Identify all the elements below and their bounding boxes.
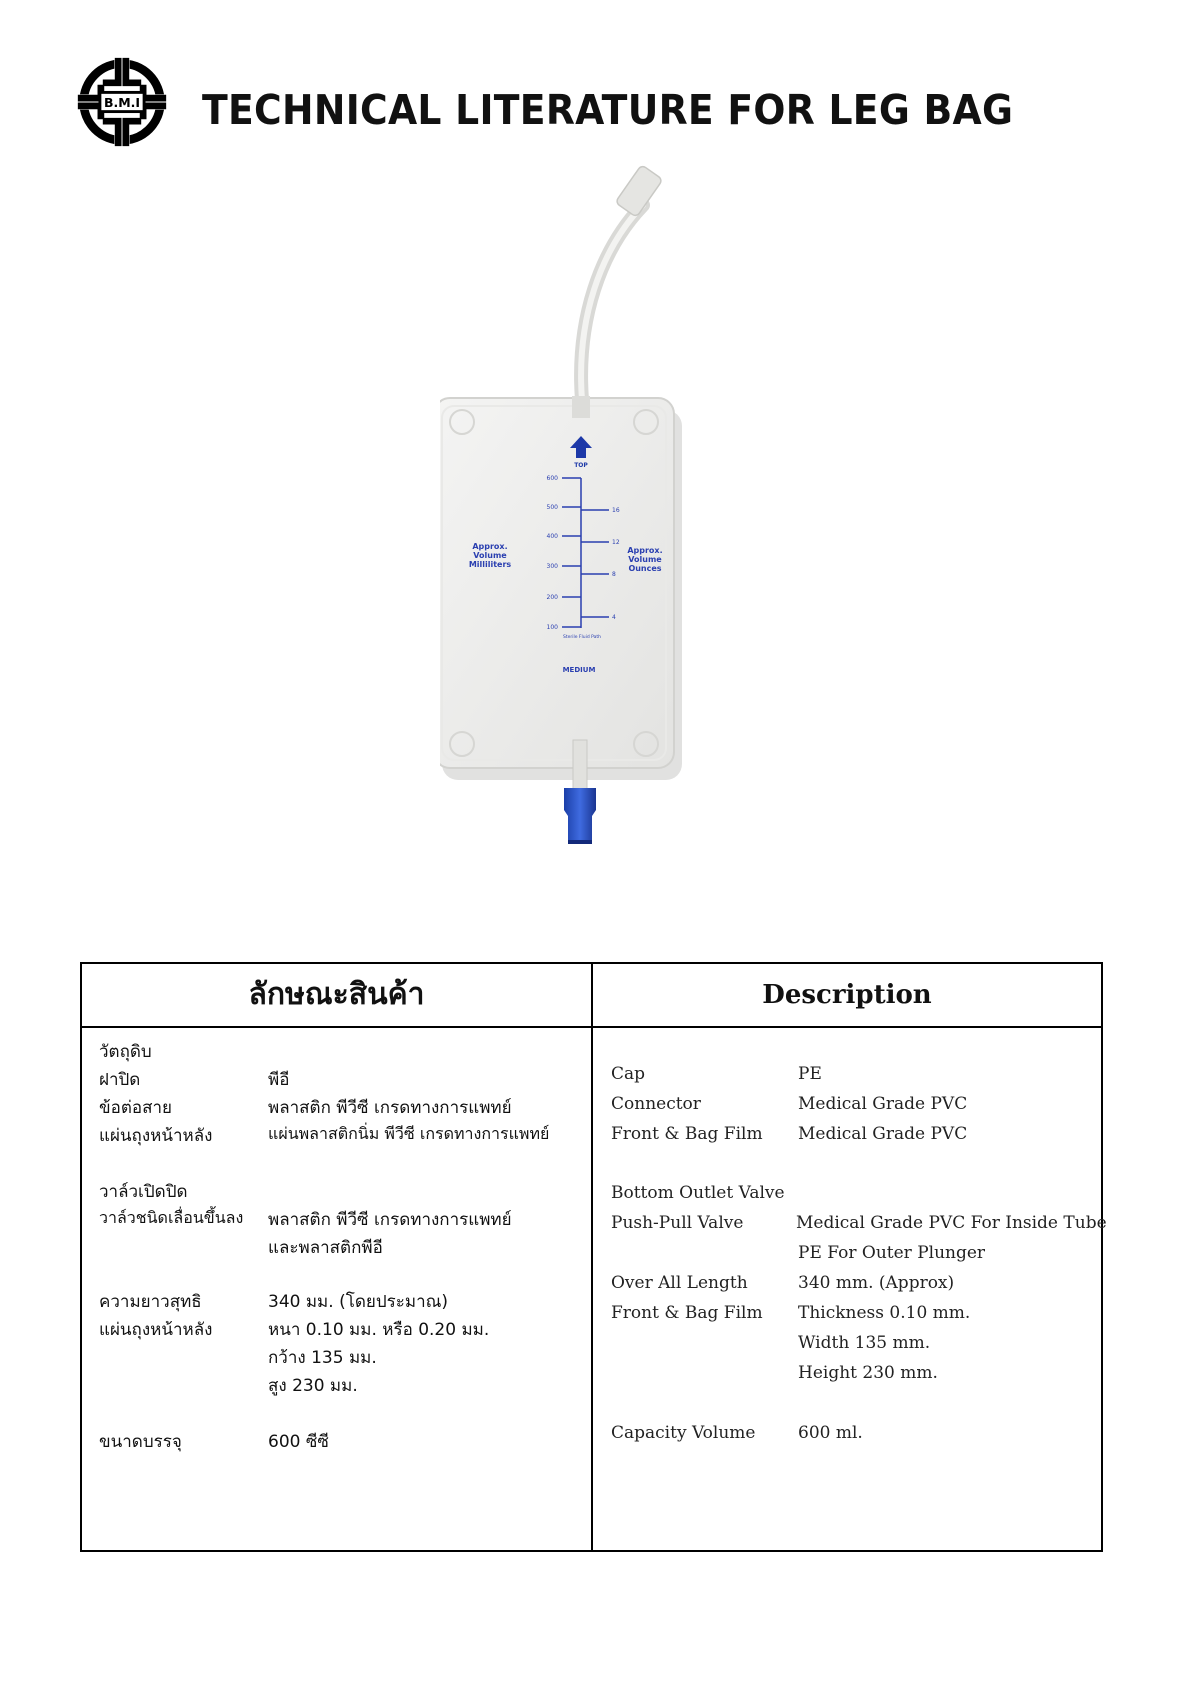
eng-film-value: Medical Grade PVC (798, 1124, 968, 1144)
thai-width-value: กว้าง 135 มม. (268, 1348, 377, 1368)
thai-length-label: ความยาวสุทธิ (99, 1292, 202, 1312)
eng-length-value: 340 mm. (Approx) (798, 1273, 955, 1293)
svg-text:16: 16 (612, 507, 620, 514)
thai-cap-value: พีอี (268, 1070, 290, 1090)
eng-length-label: Over All Length (611, 1273, 748, 1293)
svg-text:Approx.: Approx. (627, 546, 663, 555)
eng-connector-label: Connector (611, 1094, 701, 1114)
english-heading: Description (762, 980, 932, 1010)
thai-height-value: สูง 230 มม. (268, 1376, 358, 1396)
thai-valve-section: วาล์วเปิดปิด (99, 1182, 188, 1202)
thai-material-label: วัตถุดิบ (99, 1042, 152, 1062)
leg-bag-image (440, 160, 740, 860)
page-title: TECHNICAL LITERATURE FOR LEG BAG (202, 86, 1014, 134)
svg-text:Volume: Volume (473, 551, 507, 560)
thai-film-label: แผ่นถุงหน้าหลัง (99, 1126, 213, 1146)
thai-film2-label: แผ่นถุงหน้าหลัง (99, 1320, 213, 1340)
eng-valve-value-2: PE For Outer Plunger (798, 1243, 986, 1263)
svg-text:Sterile Fluid Path: Sterile Fluid Path (562, 635, 602, 640)
thai-capacity-value: 600 ซีซี (268, 1432, 329, 1452)
eng-valve-label: Push-Pull Valve (611, 1213, 744, 1233)
thai-capacity-label: ขนาดบรรจุ (99, 1432, 182, 1452)
svg-text:8: 8 (612, 571, 616, 578)
thai-heading: ลักษณะสินค้า (248, 977, 425, 1012)
thai-valve-value-1: พลาสติก พีวีซี เกรดทางการแพทย์ (268, 1210, 512, 1230)
svg-text:500: 500 (546, 504, 558, 511)
eng-cap-label: Cap (611, 1064, 646, 1084)
eng-height-value: Height 230 mm. (798, 1363, 938, 1383)
eng-connector-value: Medical Grade PVC (798, 1094, 968, 1114)
eng-film2-label: Front & Bag Film (611, 1303, 763, 1323)
eng-valve-value-1: Medical Grade PVC For Inside Tube (796, 1213, 1107, 1233)
svg-text:300: 300 (546, 563, 558, 570)
eng-cap-value: PE (798, 1064, 822, 1084)
company-logo (74, 54, 170, 150)
svg-text:Approx.: Approx. (472, 542, 508, 551)
thai-cap-label: ฝาปิด (99, 1070, 141, 1090)
eng-valve-section: Bottom Outlet Valve (611, 1183, 785, 1203)
thai-film-value: แผ่นพลาสติกนิ่ม พีวีซี เกรดทางการแพทย์ (268, 1124, 550, 1143)
eng-capacity-label: Capacity Volume (611, 1423, 756, 1443)
svg-text:400: 400 (546, 533, 558, 540)
svg-text:100: 100 (546, 624, 558, 631)
svg-text:Milliliters: Milliliters (468, 560, 512, 569)
svg-text:Ounces: Ounces (628, 564, 662, 573)
svg-text:12: 12 (612, 539, 620, 546)
thai-valve-label: วาล์วชนิดเลื่อนขึ้นลง (99, 1208, 244, 1227)
thai-connector-label: ข้อต่อสาย (99, 1098, 172, 1118)
svg-text:MEDIUM: MEDIUM (562, 666, 596, 674)
header-divider (82, 1026, 1101, 1028)
eng-capacity-value: 600 ml. (798, 1423, 863, 1443)
svg-text:600: 600 (546, 475, 558, 482)
eng-width-value: Width 135 mm. (798, 1333, 931, 1353)
spec-table (80, 962, 1107, 1552)
thai-length-value: 340 มม. (โดยประมาณ) (268, 1292, 449, 1312)
column-divider (591, 964, 593, 1550)
thai-thickness-value: หนา 0.10 มม. หรือ 0.20 มม. (268, 1320, 490, 1340)
svg-text:4: 4 (612, 614, 616, 621)
eng-film-label: Front & Bag Film (611, 1124, 763, 1144)
thai-valve-value-2: และพลาสติกพีอี (268, 1238, 383, 1258)
svg-text:TOP: TOP (574, 462, 588, 469)
thai-connector-value: พลาสติก พีวีซี เกรดทางการแพทย์ (268, 1098, 512, 1118)
svg-text:Volume: Volume (628, 555, 662, 564)
eng-thickness-value: Thickness 0.10 mm. (798, 1303, 971, 1323)
svg-text:200: 200 (546, 594, 558, 601)
svg-text:B.M.I: B.M.I (103, 94, 141, 110)
